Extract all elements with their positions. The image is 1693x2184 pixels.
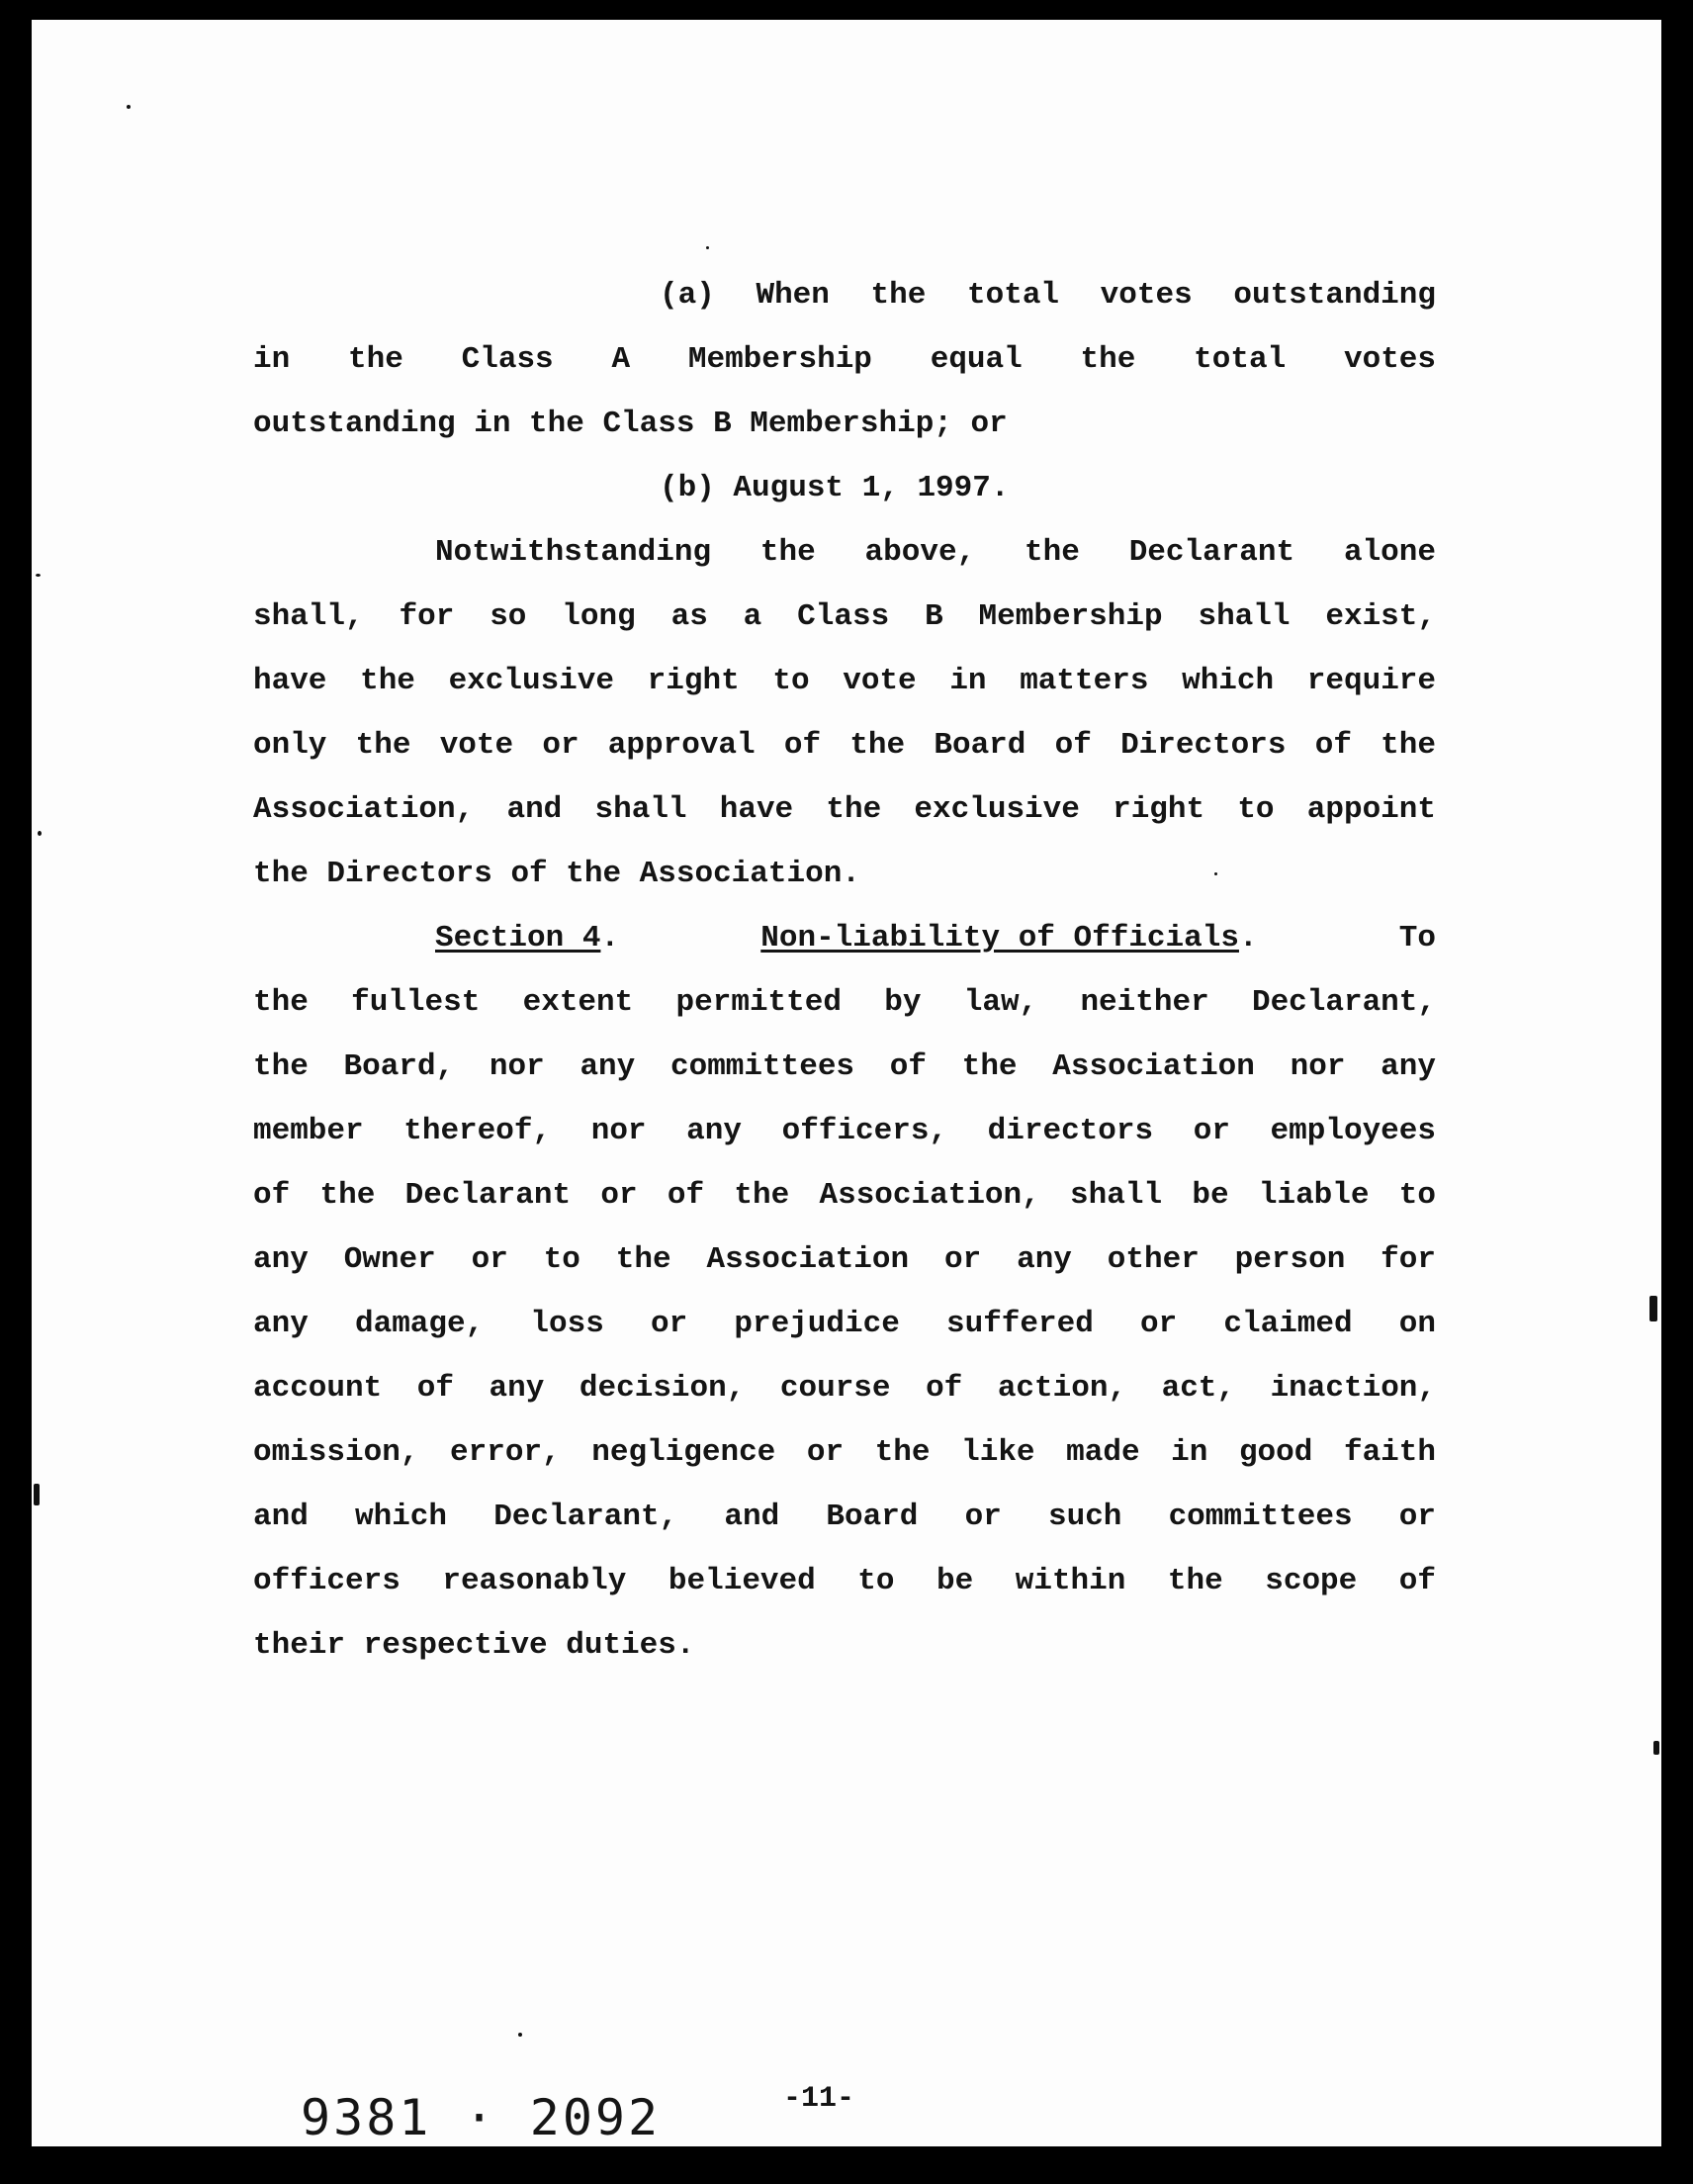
section-4-line-8: omission, error, negligence or the like made in good faith — [253, 1435, 1436, 1470]
section-4-line-2: the Board, nor any committees of the Association nor any — [253, 1049, 1436, 1084]
section-4-label-group: Section 4. — [435, 921, 620, 956]
clause-a-line-3: outstanding in the Class B Membership; or — [253, 407, 1008, 441]
section-4-heading — [253, 906, 1436, 970]
section-4-line-6: any damage, loss or prejudice suffered or claimed on — [253, 1307, 1436, 1341]
notwithstanding-line-1: Notwithstanding the above, the Declarant alone — [435, 535, 1436, 570]
section-4-title-group: Non-liability of Officials. — [760, 921, 1258, 956]
section-4-line-10: officers reasonably believed to be within the scope of — [253, 1564, 1436, 1598]
scan-speck — [34, 1484, 40, 1505]
section-4-line-7: account of any decision, course of action, act, inaction, — [253, 1371, 1436, 1406]
notwithstanding-line-4: only the vote or approval of the Board of Directors of the — [253, 728, 1436, 763]
scan-speck — [36, 574, 41, 577]
scan-speck — [1653, 1741, 1659, 1755]
scan-speck — [1649, 1296, 1657, 1321]
section-4-line-1: the fullest extent permitted by law, neither Declarant, — [253, 985, 1436, 1020]
notwithstanding-line-3: have the exclusive right to vote in matters which require — [253, 664, 1436, 698]
scan-speck — [706, 246, 709, 249]
notwithstanding-line-6: the Directors of the Association. — [253, 857, 860, 891]
section-4-line-4: of the Declarant or of the Association, shall be liable to — [253, 1178, 1436, 1213]
clause-a-line-1: (a) When the total votes outstanding — [660, 278, 1436, 313]
section-4-line-3: member thereof, nor any officers, directors or employees — [253, 1114, 1436, 1148]
section-4-label: Section 4 — [435, 921, 601, 956]
clause-b: (b) August 1, 1997. — [660, 471, 1010, 505]
scan-speck — [518, 2033, 522, 2037]
section-4-line-11: their respective duties. — [253, 1628, 695, 1663]
scan-speck — [38, 831, 42, 836]
document-page — [32, 20, 1661, 2146]
notwithstanding-line-5: Association, and shall have the exclusive right to appoint — [253, 792, 1436, 827]
scan-speck — [127, 105, 131, 109]
document-body — [253, 263, 1436, 1678]
notwithstanding-line-2: shall, for so long as a Class B Membership shall exist, — [253, 599, 1436, 634]
section-4-line-5: any Owner or to the Association or any other person for — [253, 1242, 1436, 1277]
section-4-title: Non-liability of Officials — [760, 921, 1239, 956]
section-4-lead: To — [1398, 921, 1436, 956]
clause-a-line-2: in the Class A Membership equal the total votes — [253, 342, 1436, 377]
document-stamp: 9381 · 2092 — [301, 2089, 662, 2146]
section-4-line-9: and which Declarant, and Board or such committees or — [253, 1500, 1436, 1534]
page-number: -11- — [783, 2082, 855, 2116]
